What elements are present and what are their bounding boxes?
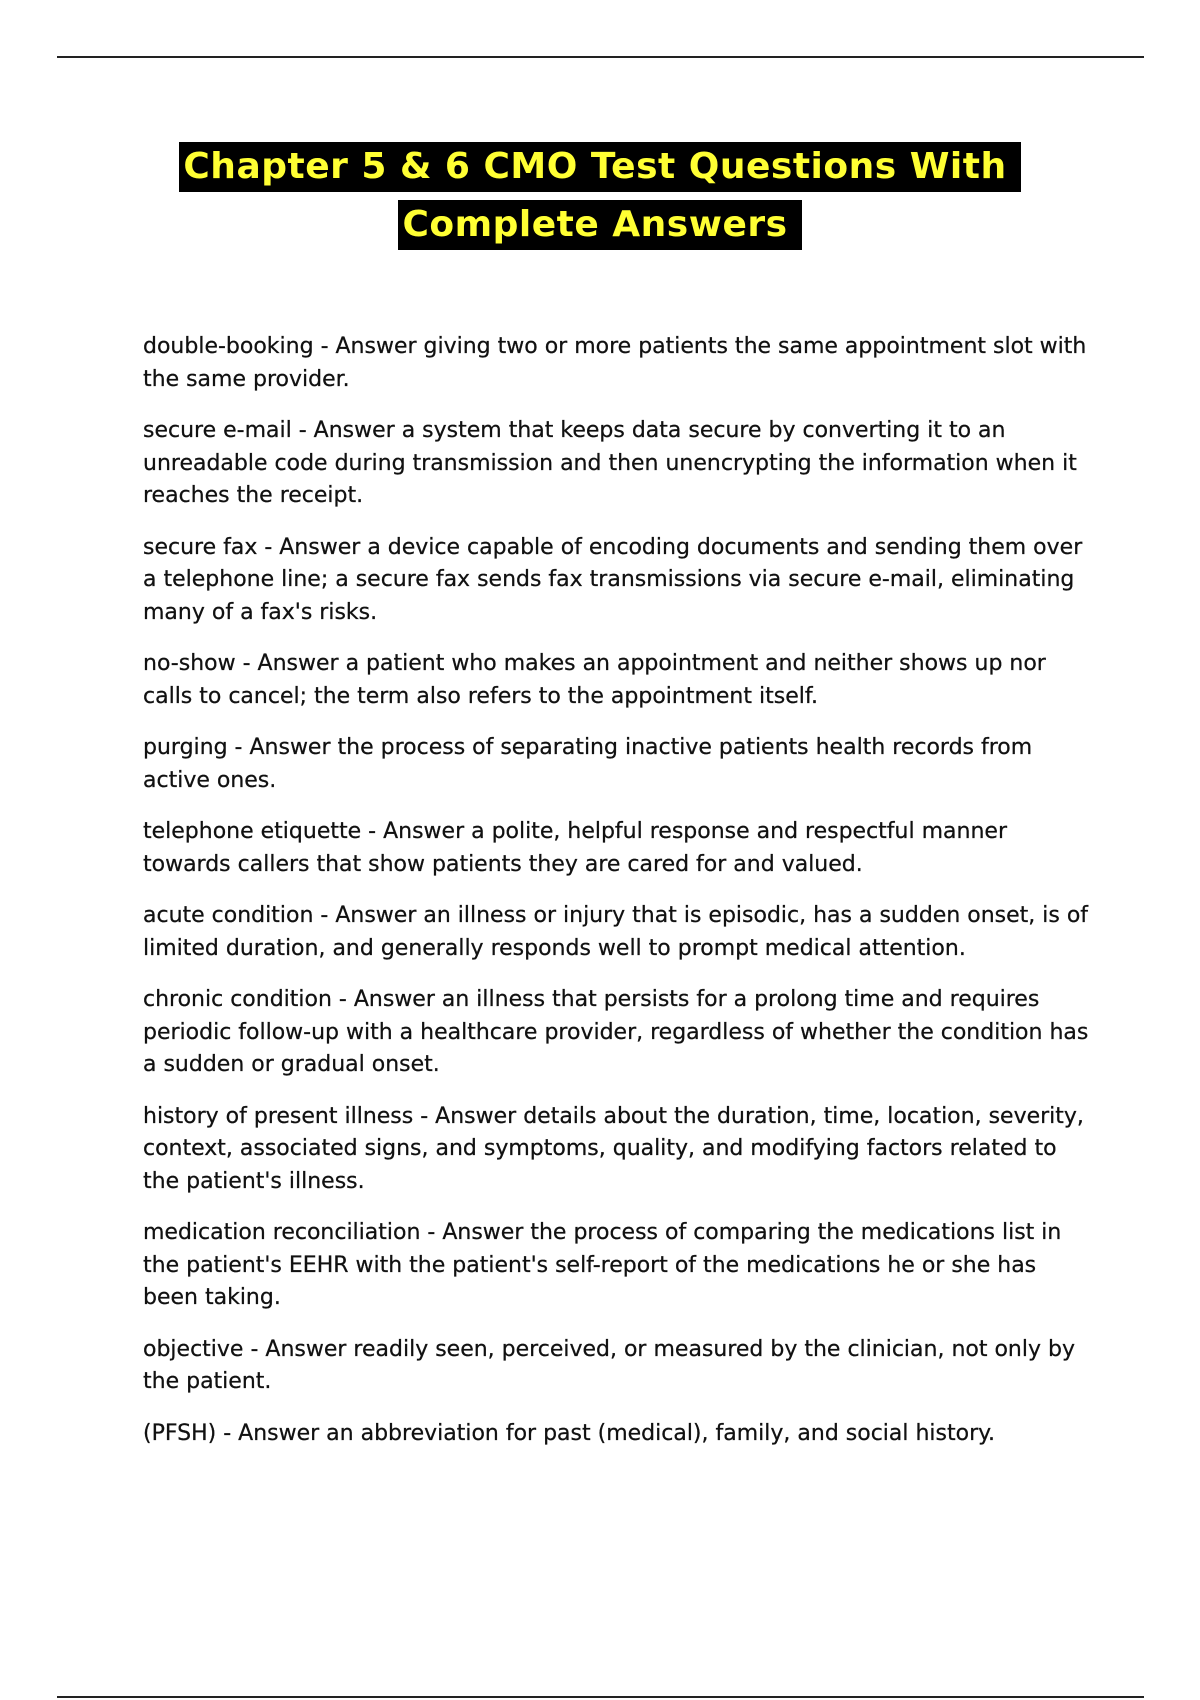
entry-term: objective [143,1336,244,1362]
qa-entry [143,1101,1093,1199]
entry-answer-prefix: - Answer [291,418,402,443]
bottom-rule [57,1696,1144,1698]
entry-answer: an illness that persists for a prolong time and requires periodic follow-up with a healthcare provider, regardless of whether the condition has a sudden or gradual onset. [143,987,1089,1077]
qa-entry [143,816,1093,881]
entry-answer-prefix: - Answer [313,334,424,359]
qa-entry [143,648,1093,713]
entry-answer: giving two or more patients the same appointment slot with the same provider. [143,334,1087,392]
entry-answer-prefix: - Answer [257,534,368,560]
qa-list [143,331,1093,1469]
entry-answer: readily seen, perceived, or measured by the clinician, not only by the patient. [143,1336,1075,1394]
entry-term: double-booking [143,334,314,359]
qa-entry [143,900,1093,965]
entry-term: secure e-mail [143,418,292,443]
entry-term: (PFSH) [143,1420,217,1446]
entry-answer-prefix: - Answer [420,1220,531,1245]
top-rule [57,56,1144,58]
entry-answer: an illness or injury that is episodic, has a sudden onset, is of limited duration, and generally responds well to prompt medical attention. [143,903,1089,961]
entry-answer: a device capable of encoding documents and sending them over a telephone line; a secure fax sends fax transmissions via secure e-mail, eliminating many of a fax's risks. [143,534,1083,625]
entry-answer-prefix: - Answer [413,1103,524,1129]
entry-answer-prefix: - Answer [227,735,338,760]
title-line-1: Chapter 5 & 6 CMO Test Questions With [179,142,1020,192]
entry-answer-prefix: - Answer [216,1420,327,1446]
entry-answer: a system that keeps data secure by converting it to an unreadable code during transmission and then unencrypting the information when it reaches the receipt. [143,418,1077,508]
qa-entry [143,1418,1093,1451]
qa-entry [143,732,1093,797]
qa-entry [143,1334,1093,1399]
entry-answer: the process of separating inactive patients health records from active ones. [143,735,1033,793]
entry-answer-prefix: - Answer [235,651,346,676]
entry-answer: a polite, helpful response and respectful manner towards callers that show patients they are cared for and valued. [143,819,1007,877]
qa-entry [143,1217,1093,1315]
qa-entry [143,984,1093,1082]
title-line-2: Complete Answers [398,200,801,250]
entry-answer: details about the duration, time, location, severity, context, associated signs, and symptoms, quality, and modifying factors related to the patient's illness. [143,1103,1084,1194]
entry-answer: an abbreviation for past (medical), family, and social history. [326,1420,996,1446]
qa-entry [143,331,1093,396]
entry-answer-prefix: - Answer [331,987,442,1012]
document-title [0,142,1200,250]
entry-term: no-show [143,651,236,676]
entry-term: secure fax [143,534,258,560]
entry-answer-prefix: - Answer [243,1336,354,1362]
entry-term: history of present illness [143,1103,414,1129]
entry-answer: the process of comparing the medications list in the patient's EEHR with the patient's self-report of the medications he or she has been taking. [143,1220,1062,1310]
qa-entry [143,532,1093,630]
entry-term: acute condition [143,903,314,928]
qa-entry [143,415,1093,513]
entry-term: purging [143,735,228,760]
entry-answer-prefix: - Answer [313,903,424,928]
entry-answer-prefix: - Answer [361,819,472,844]
entry-term: telephone etiquette [143,819,362,844]
entry-term: medication reconciliation [143,1220,421,1245]
entry-answer: a patient who makes an appointment and neither shows up nor calls to cancel; the term also refers to the appointment itself. [143,651,1046,709]
entry-term: chronic condition [143,987,332,1012]
